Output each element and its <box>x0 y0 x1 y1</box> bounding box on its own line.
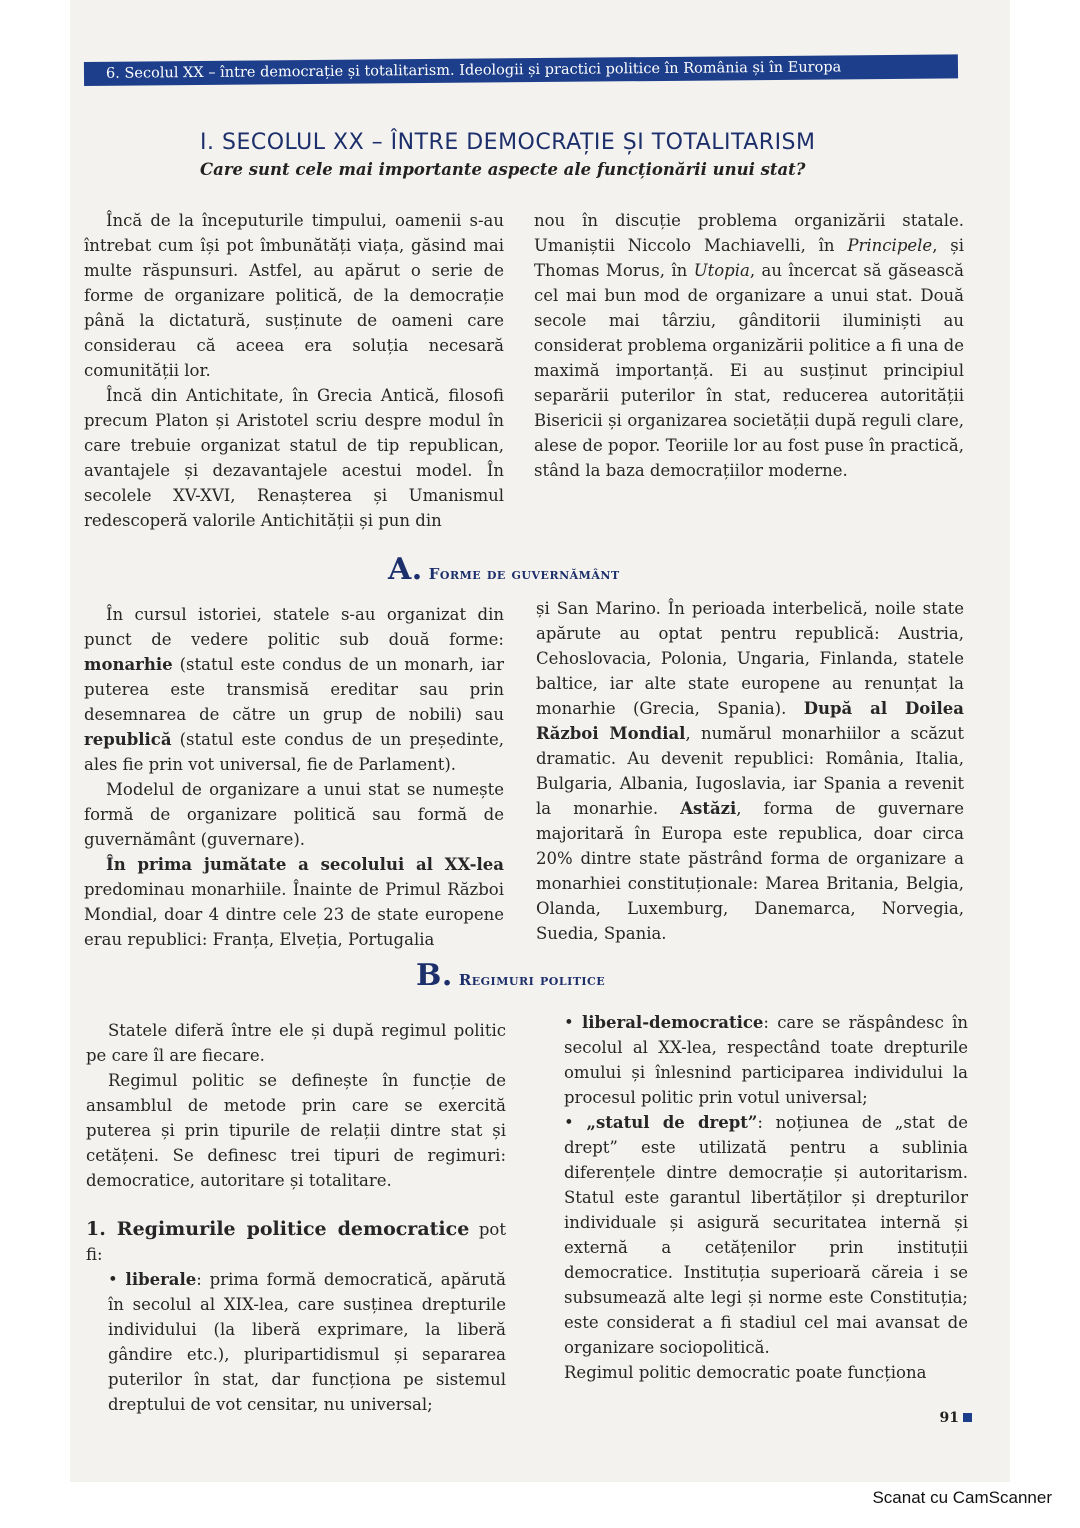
subsection-heading <box>86 1217 506 1267</box>
subsection-title: 1. Regimurile politice democratice <box>86 1218 470 1240</box>
keyword: În prima jumătate a secolului al XX-lea <box>106 855 504 874</box>
book-title: Principele <box>847 236 933 255</box>
keyword: liberale <box>125 1270 197 1289</box>
keyword: „statul de drept” <box>586 1113 758 1132</box>
intro-paragraph: Încă din Antichitate, în Grecia Antică, filosofi precum Platon și Aristotel scriu despre modul în care trebuie organizat statul de tip republican, avantajele și dezavantajele acestui model. În secolele XV-XVI, Renașterea și Umanismul redescoperă valorile Antichității și pun din <box>84 386 504 530</box>
page-subtitle: Care sunt cele mai importante aspecte ale funcționării unui stat? <box>200 160 806 179</box>
chapter-header-bar: 6. Secolul XX – între democrație și totalitarism. Ideologii și practici politice în România și în Europa <box>84 54 958 86</box>
text-run: nou în discuție problema organizării statale. Umaniștii Niccolo Machiavelli, în <box>534 211 964 255</box>
page-number-text: 91 <box>939 1410 959 1426</box>
body-paragraph <box>84 602 504 777</box>
section-a-left-column <box>84 602 504 952</box>
section-a-heading <box>388 552 620 587</box>
intro-paragraph <box>534 208 964 483</box>
body-paragraph: Statele diferă între ele și după regimul politic pe care îl are fiecare. <box>86 1021 506 1065</box>
keyword: liberal-democratice <box>581 1013 764 1032</box>
keyword: După al Doilea Război Mondial <box>536 699 964 743</box>
section-label: Forme de guvernământ <box>428 565 620 583</box>
text-run: În cursul istoriei, statele s-au organizat din punct de vedere politic sub două forme: <box>84 605 504 649</box>
square-icon <box>963 1413 972 1422</box>
book-title: Utopia <box>693 261 750 280</box>
text-run: : prima formă democratică, apărută în secolul al XIX-lea, care susținea drepturile individului (la liberă exprimare, la liberă gândire etc.), pluripartidismul și separarea puterilor în stat, dar funcționa pe sistemul dreptului de vot censitar, nu universal; <box>108 1270 507 1414</box>
body-paragraph <box>536 596 964 946</box>
section-a-right-column <box>536 596 964 946</box>
keyword: monarhie <box>84 655 173 674</box>
section-letter: B. <box>416 958 453 993</box>
text-run: (statul este condus de un președinte, ales fie prin vot universal, fie de Parlament). <box>84 730 504 774</box>
text-run: : care se răspândesc în secolul al XX-lea, respectând toate drepturile omului și înlesnind participarea individului la procesul politic prin votul universal; <box>564 1013 968 1107</box>
body-paragraph <box>84 852 504 952</box>
text-run: predominau monarhiile. Înainte de Primul Război Mondial, doar 4 dintre cele 23 de state europene erau republici: Franța, Elveția, Portugalia <box>84 880 504 949</box>
intro-right-column <box>534 208 964 483</box>
body-paragraph: Regimul politic se definește în funcție de ansamblul de metode prin care se exercită puterea și prin tipurile de relații dintre stat și cetățeni. Se definesc trei tipuri de regimuri: democratice, autoritare și totalitare. <box>86 1071 506 1190</box>
text-run: , numărul monarhiilor a scăzut dramatic. Au devenit republici: România, Italia, Bulgaria, Albania, Iugoslavia, iar Spania a revenit la monarhie. <box>536 724 965 818</box>
text-run: pot fi: <box>86 1220 506 1264</box>
body-paragraph: Modelul de organizare a unui stat se numește formă de organizare politică sau formă de guvernământ (guvernare). <box>84 780 504 849</box>
text-run: , forma de guvernare majoritară în Europa este republica, doar circa 20% dintre state păstrând forma de organizare a monarhiei constituționale: Marea Britania, Belgia, Olanda, Luxemburg, Danemarca, Norvegia, Suedia, Spania. <box>536 799 964 943</box>
section-b-right-column <box>564 1010 968 1385</box>
section-letter: A. <box>388 552 423 587</box>
text-run: și San Marino. În perioada interbelică, noile state apărute au optat pentru republică: Austria, Cehoslovacia, Polonia, Ungaria, Finlanda, statele baltice, iar alte state europene au renunțat la monarhie (Grecia, Spania). <box>536 599 964 718</box>
text-run: (statul este condus de un monarh, iar puterea este transmisă ereditar sau prin desemnarea de către un grup de nobili) sau <box>84 655 504 724</box>
list-item: • „statul de drept”: noțiunea de „stat de drept” este utilizată pentru a sublinia diferențele dintre democrație și autoritarism. Statul este garantul libertăților și drepturilor individuale și asigură securitatea internă și externă a cetățenilor prin instituții democratice. Instituția superioară căreia i se subsumează alte legi și norme este Constituția; este considerat a fi stadiul cel mai avansat de organizare sociopolitică. <box>564 1113 968 1357</box>
section-label: Regimuri politice <box>458 971 606 989</box>
list-item: • liberal-democratice: care se răspândesc în secolul al XX-lea, respectând toate drepturile omului și înlesnind participarea individului la procesul politic prin votul universal; <box>564 1013 968 1107</box>
text-run: , și Thomas Morus, în <box>534 236 965 280</box>
intro-left-column <box>84 208 504 533</box>
text-run: , au încercat să găsească cel mai bun mod de organizare a unui stat. Două secole mai târziu, gânditorii iluminiști au considerat problema organizării politice a fi una de maximă importanță. Ei au susținut principiul separării puterilor în stat, reducerea autorității Bisericii și organizarea societății după reguli clare, alese de popor. Teoriile lor au fost puse în practică, stând la baza democrațiilor moderne. <box>534 261 964 480</box>
section-b-left-column <box>86 1018 506 1417</box>
page-number <box>940 1410 972 1426</box>
keyword: Astăzi <box>680 799 737 818</box>
section-b-heading <box>416 958 605 993</box>
list-item: • liberale: prima formă democratică, apărută în secolul al XIX-lea, care susținea drepturile individului (la liberă exprimare, la liberă gândire etc.), pluripartidismul și separarea puterilor în stat, dar funcționa pe sistemul dreptului de vot censitar, nu universal; <box>108 1270 507 1414</box>
body-paragraph: Regimul politic democratic poate funcționa <box>564 1363 927 1382</box>
scanner-watermark: Scanat cu CamScanner <box>872 1488 1052 1507</box>
document-page <box>70 0 1010 1482</box>
keyword: republică <box>84 730 172 749</box>
text-run: : noțiunea de „stat de drept” este utilizată pentru a sublinia diferențele dintre democrație și autoritarism. Statul este garantul libertăților și drepturilor individuale și asigură securitatea internă și externă a cetățenilor prin instituții democratice. Instituția superioară căreia i se subsumează alte legi și norme este Constituția; este considerat a fi stadiul cel mai avansat de organizare sociopolitică. <box>564 1113 968 1357</box>
page-title: I. SECOLUL XX – ÎNTRE DEMOCRAȚIE ȘI TOTALITARISM <box>200 130 816 155</box>
intro-paragraph: Încă de la începuturile timpului, oamenii s-au întrebat cum își pot îmbunătăți viața, găsind mai multe răspunsuri. Astfel, au apărut o serie de forme de organizare politică, de la democrație până la dictatură, susținute de oameni care considerau că aceea era soluția necesară comunității lor. <box>84 211 504 380</box>
